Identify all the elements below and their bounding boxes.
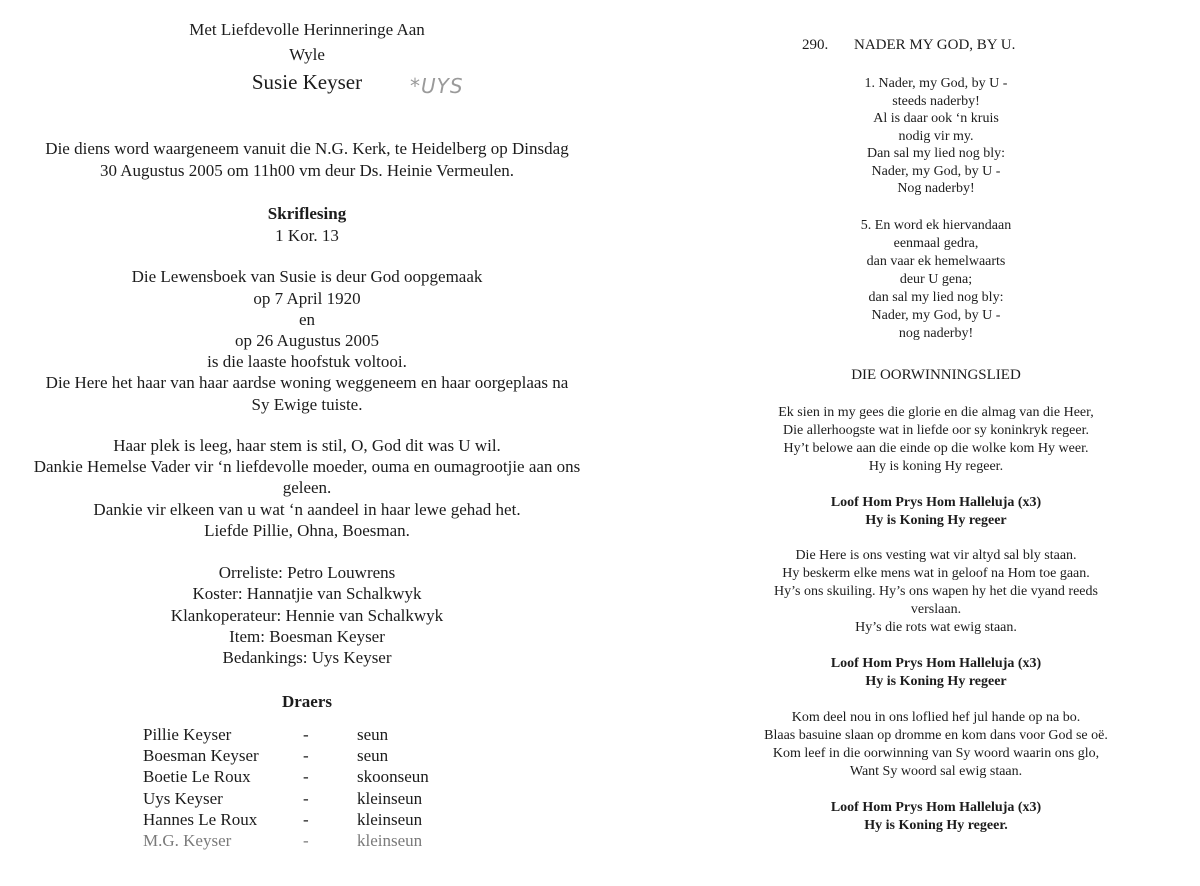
verse-line: Nader, my God, by U - [871,164,1001,179]
bearer-relation: kleinseun [357,831,423,850]
song-line: Kom deel nou in ons loflied hef jul hande op na bo. [791,710,1081,725]
life-line-6: Die Here het haar van haar aardse woning weggeneem en haar oorgeplaas na [45,373,569,392]
bearers-heading: Draers [281,692,333,711]
thanks-line-1: Haar plek is leeg, haar stem is stil, O, God dit was U wil. [113,436,501,455]
reading-heading: Skriflesing [267,204,347,223]
role-item: Item: Boesman Keyser [229,627,385,646]
hymn-number: 290. [802,37,829,53]
thanks-line-5: Liefde Pillie, Ohna, Boesman. [204,521,410,540]
bearer-name: M.G. Keyser [143,831,232,850]
deceased-name: Susie Keyser [251,70,363,94]
verse-line: dan sal my lied nog bly: [868,290,1004,305]
bearer-name: Boesman Keyser [143,746,259,765]
thanks-line-4: Dankie vir elkeen van u wat ‘n aandeel in haar lewe gehad het. [93,500,521,519]
verse-line: nodig vir my. [898,129,974,144]
life-line-2: op 7 April 1920 [253,289,361,308]
verse-line: deur U gena; [899,272,973,287]
verse-line: Al is daar ook ‘n kruis [873,111,999,126]
thanks-line-2: Dankie Hemelse Vader vir ‘n liefdevolle moeder, ouma en oumagrootjie aan ons [33,457,581,476]
chorus-line: Hy is Koning Hy regeer [865,513,1007,528]
dedication-wyle: Wyle [289,45,325,64]
song-line: Hy beskerm elke mens wat in geloof na Hom toe gaan. [782,566,1090,581]
verse-line: Dan sal my lied nog bly: [866,146,1006,161]
life-line-1: Die Lewensboek van Susie is deur God oopgemaak [131,267,483,286]
service-line-1: Die diens word waargeneem vanuit die N.G. Kerk, te Heidelberg op Dinsdag [45,139,569,158]
bearer-dash: - [303,746,309,765]
thanks-line-3: geleen. [282,478,332,497]
verse-line: Nader, my God, by U - [871,308,1001,323]
bearer-name: Uys Keyser [143,789,223,808]
bearer-relation: kleinseun [357,810,423,829]
chorus-line: Hy is Koning Hy regeer. [864,818,1008,833]
song-line: Die Here is ons vesting wat vir altyd sal bly staan. [795,548,1077,563]
bearer-dash: - [303,831,309,850]
song-title: DIE OORWINNINGSLIED [851,367,1021,383]
song-line: Blaas basuine slaan op dromme en kom dans voor God se oë. [764,728,1108,743]
service-line-2: 30 Augustus 2005 om 11h00 vm deur Ds. Heinie Vermeulen. [99,161,515,180]
bearer-dash: - [303,725,309,744]
role-koster: Koster: Hannatjie van Schalkwyk [192,584,422,603]
verse-line: steeds naderby! [892,94,980,109]
life-line-4: op 26 Augustus 2005 [234,331,380,350]
bearer-relation: seun [357,746,389,765]
bearer-name: Boetie Le Roux [143,767,251,786]
verse-line: eenmaal gedra, [893,236,979,251]
bearer-name: Pillie Keyser [143,725,232,744]
verse-line: dan vaar ek hemelwaarts [866,254,1006,269]
bearer-dash: - [303,767,309,786]
bearer-relation: skoonseun [357,767,429,786]
role-thanks: Bedankings: Uys Keyser [222,648,392,667]
verse-line: 5. En word ek hiervandaan [860,218,1012,233]
verse-line: 1. Nader, my God, by U - [864,76,1008,91]
reading-reference: 1 Kor. 13 [275,226,339,245]
role-organist: Orreliste: Petro Louwrens [218,563,396,582]
handwritten-note: *UYS [410,74,464,98]
chorus-line: Hy is Koning Hy regeer [865,674,1007,689]
chorus-line: Loof Hom Prys Hom Halleluja (x3) [830,495,1042,510]
bearer-relation: kleinseun [357,789,423,808]
role-sound-operator: Klankoperateur: Hennie van Schalkwyk [170,606,444,625]
song-line: Kom leef in die oorwinning van Sy woord waarin ons glo, [772,746,1100,761]
chorus-line: Loof Hom Prys Hom Halleluja (x3) [830,800,1042,815]
bearer-dash: - [303,810,309,829]
life-line-5: is die laaste hoofstuk voltooi. [207,352,407,371]
chorus-line: Loof Hom Prys Hom Halleluja (x3) [830,656,1042,671]
dedication-line: Met Liefdevolle Herinneringe Aan [189,20,425,39]
song-line: Ek sien in my gees die glorie en die almag van die Heer, [778,405,1094,420]
song-line: verslaan. [910,602,962,617]
verse-line: nog naderby! [898,326,974,341]
song-line: Hy’s die rots wat ewig staan. [855,620,1017,635]
song-line: Die allerhoogste wat in liefde oor sy koninkryk regeer. [783,423,1089,438]
song-line: Want Sy woord sal ewig staan. [849,764,1023,779]
verse-line: Nog naderby! [897,181,975,196]
song-line: Hy’s ons skuiling. Hy’s ons wapen hy het die vyand reeds [774,584,1098,599]
hymn-title: NADER MY GOD, BY U. [854,37,1016,53]
bearer-name: Hannes Le Roux [143,810,258,829]
life-line-3: en [298,310,316,329]
song-line: Hy is koning Hy regeer. [868,459,1004,474]
song-line: Hy’t belowe aan die einde op die wolke kom Hy weer. [783,441,1089,456]
life-line-7: Sy Ewige tuiste. [251,395,363,414]
bearer-relation: seun [357,725,389,744]
bearer-dash: - [303,789,309,808]
